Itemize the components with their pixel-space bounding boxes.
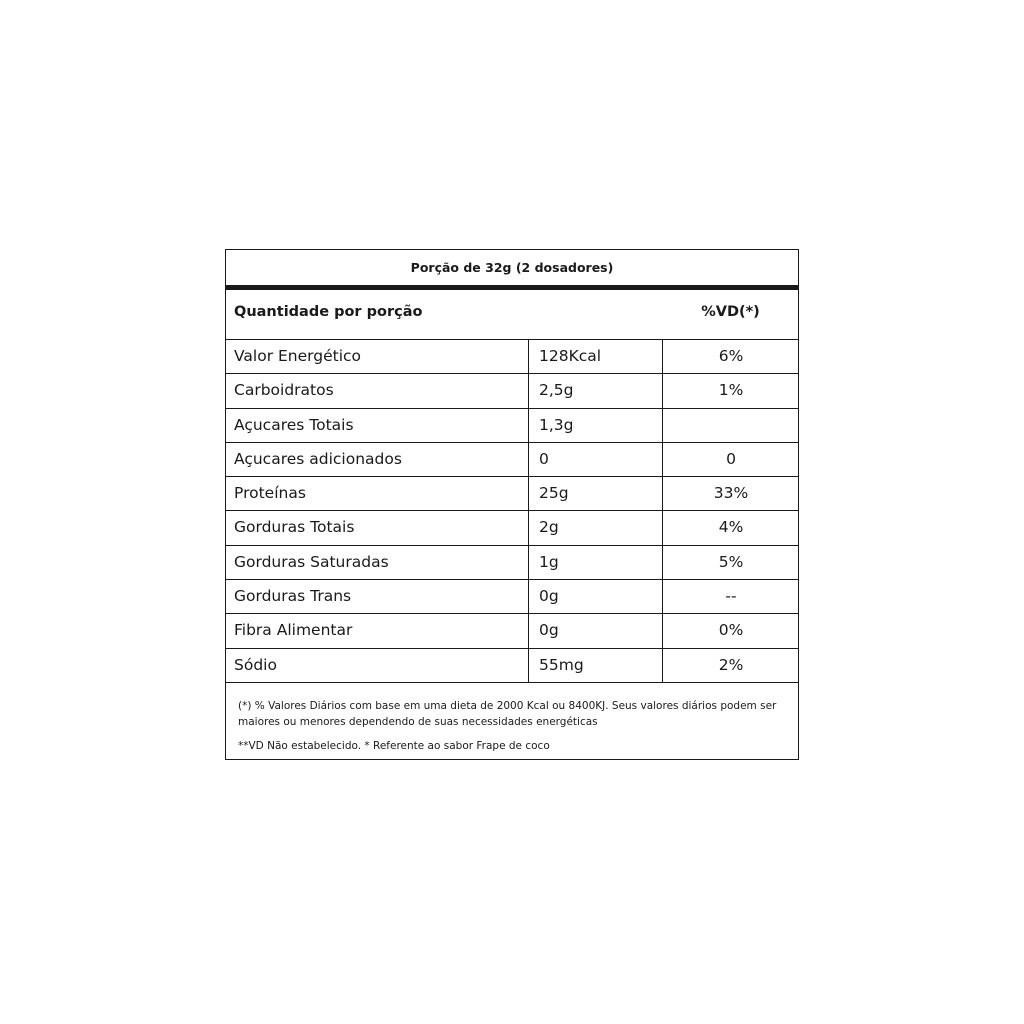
nutrient-quantity: 0g [528, 614, 662, 647]
table-row [226, 374, 798, 408]
nutrient-daily-value: 1% [662, 374, 799, 407]
nutrient-quantity: 55mg [528, 649, 662, 682]
table-row [226, 477, 798, 511]
nutrient-rows [226, 340, 798, 683]
nutrient-daily-value: 5% [662, 546, 799, 579]
portion-size: Porção de 32g (2 dosadores) [226, 250, 798, 290]
nutrient-daily-value: 4% [662, 511, 799, 544]
nutrient-daily-value: 0 [662, 443, 799, 476]
table-row [226, 649, 798, 683]
table-row [226, 511, 798, 545]
nutrient-name: Açucares Totais [234, 415, 354, 434]
table-row [226, 614, 798, 648]
nutrient-daily-value: 33% [662, 477, 799, 510]
nutrient-quantity: 2g [528, 511, 662, 544]
nutrient-name: Gorduras Trans [234, 587, 352, 606]
nutrient-quantity: 0 [528, 443, 662, 476]
nutrient-name: Gorduras Totais [234, 518, 355, 537]
table-header [226, 290, 798, 340]
daily-value-header: %VD(*) [701, 304, 760, 320]
table-row [226, 546, 798, 580]
nutrient-quantity: 1g [528, 546, 662, 579]
table-row [226, 580, 798, 614]
nutrient-quantity: 0g [528, 580, 662, 613]
table-row [226, 443, 798, 477]
daily-values-footnote: (*) % Valores Diários com base em uma dieta de 2000 Kcal ou 8400KJ. Seus valores diários podem ser maiores ou menores dependendo de suas necessidades energéticas [238, 700, 777, 728]
nutrition-facts-table [225, 249, 799, 760]
table-row [226, 409, 798, 443]
nutrient-name: Proteínas [234, 484, 306, 503]
nutrient-daily-value: 2% [662, 649, 799, 682]
nutrient-name: Açucares adicionados [234, 449, 402, 468]
quantity-per-portion-header: Quantidade por porção [234, 304, 423, 320]
nutrient-name: Sódio [234, 655, 277, 674]
not-established-footnote: **VD Não estabelecido. * Referente ao sabor Frape de coco [238, 740, 550, 752]
nutrient-daily-value: 0% [662, 614, 799, 647]
nutrient-daily-value: 6% [662, 340, 799, 373]
nutrient-quantity: 25g [528, 477, 662, 510]
nutrient-name: Valor Energético [234, 347, 362, 365]
nutrient-quantity: 128Kcal [528, 340, 662, 373]
table-row [226, 340, 798, 374]
nutrient-name: Gorduras Saturadas [234, 552, 389, 571]
nutrient-daily-value [662, 409, 799, 442]
nutrient-name: Fibra Alimentar [234, 621, 353, 640]
nutrient-quantity: 2,5g [528, 374, 662, 407]
nutrient-quantity: 1,3g [528, 409, 662, 442]
nutrient-name: Carboidratos [234, 381, 334, 400]
nutrient-daily-value: -- [662, 580, 799, 613]
